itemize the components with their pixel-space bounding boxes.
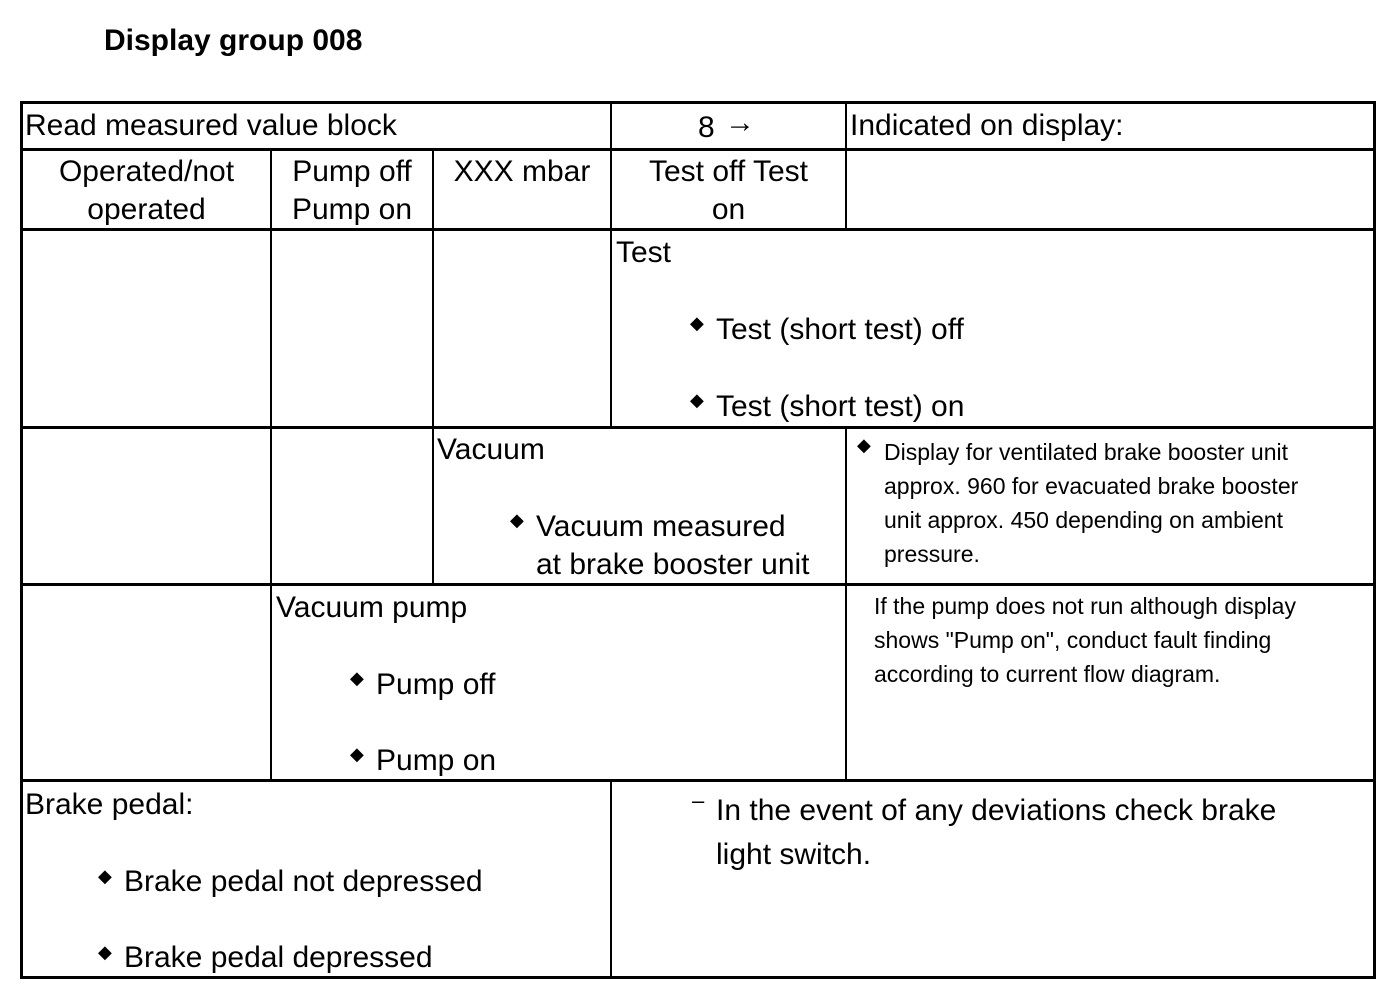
brake-note <box>716 789 1276 877</box>
row-divider-1 <box>20 148 1376 151</box>
vacuum-item <box>536 508 810 584</box>
bullet-icon: ◆ <box>350 668 364 688</box>
col-divider-1 <box>270 148 272 781</box>
brake-note-line-2: light switch. <box>716 838 872 871</box>
block-number-value: 8 <box>698 111 715 144</box>
page-title: Display group 008 <box>104 24 363 57</box>
brake-item-not-depressed: Brake pedal not depressed <box>124 865 483 898</box>
arrow-right-icon: → <box>725 106 756 139</box>
pump-note-line-3: according to current flow diagram. <box>874 661 1221 687</box>
test-item-off: Test (short test) off <box>716 313 964 346</box>
bullet-icon: ◆ <box>690 313 704 333</box>
vacuum-item-line-2: at brake booster unit <box>536 548 810 581</box>
col-divider-3a <box>610 101 612 428</box>
field-1-line-1: Operated/not <box>58 155 235 188</box>
pump-note <box>874 589 1296 691</box>
block-number <box>698 106 756 147</box>
field-3-label: XXX mbar <box>453 155 591 188</box>
field-2-line-1: Pump off <box>292 155 412 188</box>
bullet-icon: ◆ <box>857 435 871 455</box>
pump-note-line-2: shows "Pump on", conduct fault finding <box>874 627 1272 653</box>
pump-note-line-1: If the pump does not run although display <box>874 593 1296 619</box>
vacuum-heading: Vacuum <box>437 433 545 466</box>
bullet-icon: ◆ <box>690 390 704 410</box>
col-divider-3b <box>610 779 612 979</box>
field-2-line-2: Pump on <box>291 193 413 226</box>
table-border-top <box>20 101 1376 104</box>
vacuum-item-line-1: Vacuum measured <box>536 510 786 543</box>
field-2-label <box>272 153 432 229</box>
dash-icon: – <box>692 788 705 813</box>
col-divider-4b <box>845 426 847 781</box>
field-4-label <box>612 153 845 229</box>
brake-item-depressed: Brake pedal depressed <box>124 941 433 974</box>
test-heading: Test <box>616 236 672 269</box>
table-border-right <box>1373 101 1376 979</box>
bullet-icon: ◆ <box>350 744 364 764</box>
brake-heading: Brake pedal: <box>25 788 194 821</box>
field-1-line-2: operated <box>87 193 206 226</box>
pump-heading: Vacuum pump <box>276 591 468 624</box>
test-item-on: Test (short test) on <box>716 390 965 423</box>
vacuum-note-line-2: approx. 960 for evacuated brake booster <box>884 473 1299 499</box>
brake-note-line-1: In the event of any deviations check brake <box>716 794 1277 827</box>
vacuum-note-line-1: Display for ventilated brake booster unit <box>884 439 1288 465</box>
col-divider-2 <box>432 148 434 585</box>
bullet-icon: ◆ <box>510 510 524 530</box>
field-1-label <box>23 153 270 229</box>
indicated-label: Indicated on display: <box>850 109 1124 142</box>
pump-item-off: Pump off <box>376 668 496 701</box>
table-border-left <box>20 101 23 979</box>
bullet-icon: ◆ <box>98 866 112 886</box>
bullet-icon: ◆ <box>98 942 112 962</box>
pump-item-on: Pump on <box>376 744 497 777</box>
row-divider-3 <box>20 426 1376 429</box>
vacuum-note <box>884 435 1298 571</box>
read-block-label: Read measured value block <box>25 109 397 142</box>
vacuum-note-line-3: unit approx. 450 depending on ambient <box>884 507 1283 533</box>
field-4-line-2: on <box>711 193 746 226</box>
col-divider-4a <box>845 101 847 230</box>
vacuum-note-line-4: pressure. <box>884 541 980 567</box>
field-4-line-1: Test off Test <box>649 155 808 188</box>
